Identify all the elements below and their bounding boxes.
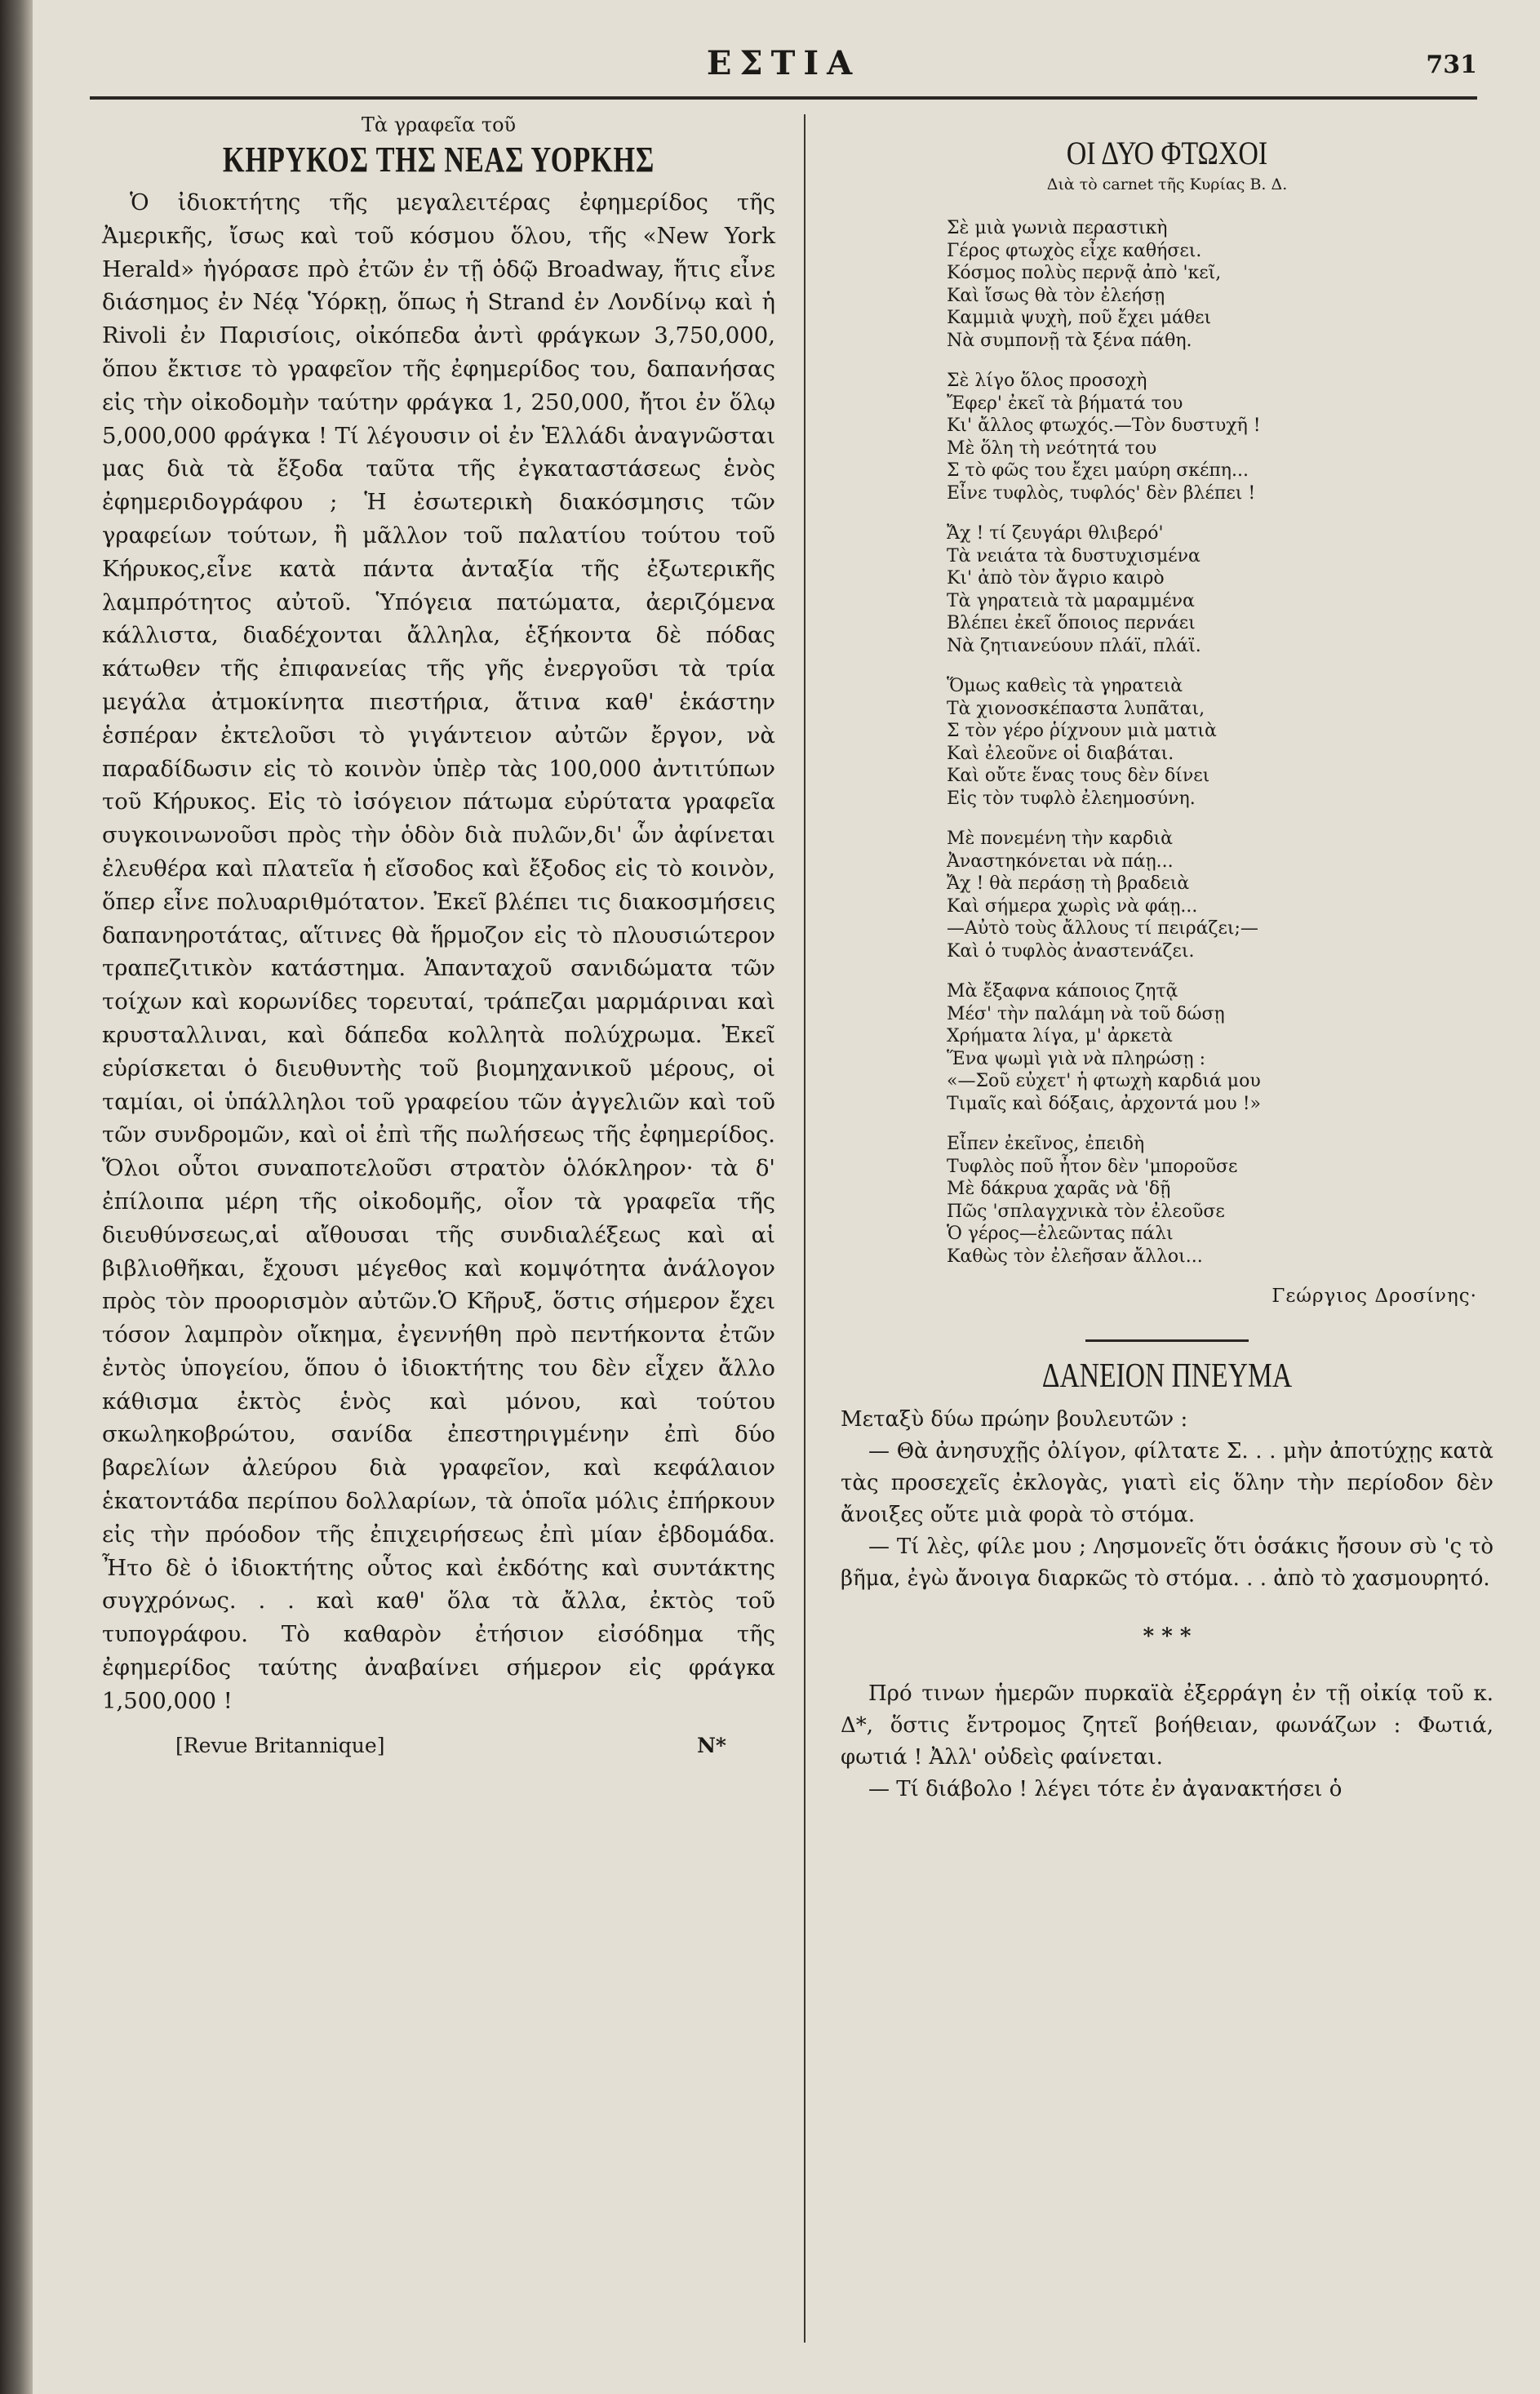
page-header [90, 39, 1477, 88]
article-signoff [102, 1730, 775, 1762]
page-number: 731 [1426, 51, 1477, 79]
poem-line: Νὰ συμπονῇ τὰ ξένα πάθη. [947, 330, 1192, 351]
anecdote-paragraph: — Τί διάβολο ! λέγει τότε ἐν ἀγανακτήσει ὁ [868, 1777, 1343, 1801]
poem-line: Βλέπει ἐκεῖ ὅποιος περνάει [947, 613, 1196, 633]
poem-subtitle: Διὰ τὸ carnet τῆς Κυρίας Β. Δ. [1046, 175, 1288, 193]
poem-line: Ἔφερ' ἐκεῖ τὰ βήματά του [947, 393, 1183, 414]
poem-line: —Αὐτὸ τοὺς ἄλλους τί πειράζει;— [947, 918, 1258, 939]
poem-stanza [947, 1133, 1493, 1268]
right-column [841, 113, 1493, 1805]
poem-line: Κόσμος πολὺς περνᾷ ἀπὸ 'κεῖ, [947, 263, 1222, 283]
poem-line: Καὶ σήμερα χωρὶς νὰ φάῃ... [947, 895, 1198, 917]
poem-line: Ἄχ ! τί ζευγάρι θλιβερό' [947, 523, 1164, 544]
poem-line: Μὲ πονεμένη τὴν καρδιὰ [947, 828, 1174, 849]
column-divider [804, 114, 806, 2343]
poem-stanza [947, 217, 1493, 352]
poem-line: Εἶνε τυφλὸς, τυφλός' δὲν βλέπει ! [947, 482, 1256, 504]
poem-line: Μὲ ὅλη τὴ νεότητά του [947, 437, 1157, 459]
poem-line: Καθὼς τὸν ἐλεῆσαν ἄλλοι... [947, 1246, 1203, 1267]
article-kicker: Τὰ γραφεῖα τοῦ [361, 113, 517, 136]
poem-line: Μὲ δάκρυα χαρᾶς νὰ 'δῇ [947, 1179, 1171, 1199]
article-body-paragraph: Ὁ ἰδιοκτήτης τῆς μεγαλειτέρας ἐφημερίδος τῆς Ἀμερικῆς, ἴσως καὶ τοῦ κόσμου ὅλου, τῆς «New York Herald» ἠγόρασε πρὸ ἐτῶν ἐν τῇ ὁδῷ Broadway, ἥτις εἶνε διάσημος ἐν Νέᾳ Ὑόρκῃ, ὅπως ἡ Strand ἐν Λονδίνῳ καὶ ἡ Rivoli ἐν Παρισίοις, οἰκόπεδα ἀντὶ φράγκων 3,750,000, ὅπου ἔκτισε τὸ γραφεῖον τῆς ἐφημερίδος του, δαπανήσας εἰς τὴν οἰκοδομὴν ταύτην φράγκα 1, 250,000, ἤτοι ἐν ὅλῳ 5,000,000 φράγκα ! Τί λέγουσιν οἱ ἐν Ἑλλάδι ἀναγνῶσται μας διὰ τὰ ἔξοδα ταῦτα τῆς ἐγκαταστάσεως ἑνὸς ἐφημεριδογράφου ; Ἡ ἐσωτερικὴ διακόσμησις τῶν γραφείων τούτων, ἢ μᾶλλον τοῦ παλατίου τούτου τοῦ Κήρυκος,εἶνε κατὰ πάντα ἀνταξία τῆς ἐξωτερικῆς λαμπρότητος αὐτοῦ. Ὑπόγεια πατώματα, ἀεριζόμενα κάλλιστα, διαδέχονται ἄλληλα, ἑξήκοντα δὲ πόδας κάτωθεν τῆς ἐπιφανείας τῆς γῆς ἐνεργοῦσι τὰ τρία μεγάλα ἀτμοκίνητα πιεστήρια, ἅτινα καθ' ἑκάστην ἑσπέραν ἐκτελοῦσι τὸ γιγάντειον αὐτῶν ἔργον, νὰ παραδίδωσιν εἰς τὸ κοινὸν ὑπὲρ τὰς 100,000 ἀντιτύπων τοῦ Κήρυκος. Εἰς τὸ ἰσόγειον πάτωμα εὐρύτατα γραφεῖα συγκοινωνοῦσι πρὸς τὴν ὁδὸν διὰ πυλῶν,δι' ὧν ἀφίνεται ἐλευθέρα καὶ πλατεῖα ἡ εἴσοδος καὶ ἔξοδος εἰς τὸ κοινὸν, ὅπερ εἶνε πολυαριθμότατον. Ἐκεῖ βλέπει τις διακοσμήσεις δαπανηροτάτας, αἵτινες θὰ ἥρμοζον εἰς τὸ πλουσιώτερον τραπεζιτικὸν κατάστημα. Ἁπανταχοῦ σανιδώματα τῶν τοίχων καὶ κορωνίδες τορευταί, τράπεζαι μαρμάριναι καὶ κρυσταλλιναι, καὶ δάπεδα κολλητὰ πολύχρωμα. Ἐκεῖ εὑρίσκεται ὁ διευθυντὴς τοῦ βιομηχανικοῦ μέρους, οἱ ταμίαι, οἱ ὑπάλληλοι τοῦ γραφείου τῶν ἀγγελιῶν καὶ τοῦ τῶν συνδρομῶν, καὶ οἱ ἐπὶ τῆς πωλήσεως τῆς ἐφημερίδος. Ὅλοι οὗτοι συναποτελοῦσι στρατὸν ὁλόκληρον· τὰ δ' ἐπίλοιπα μέρη τῆς οἰκοδομῆς, οἷον τὰ γραφεῖα τῆς διευθύνσεως,αἱ αἴθουσαι τῆς συνδιαλέξεως καὶ αἱ βιβλιοθῆκαι, ἔχουσι μέγεθος καὶ κομψότητα ἀνάλογον πρὸς τὸν προορισμὸν αὐτῶν.Ὁ Κῆρυξ, ὅστις σήμερον ἔχει τόσον λαμπρὸν οἴκημα, ἐγεννήθη πρὸ πεντήκοντα ἐτῶν ἐντὸς ὑπογείου, ὅπου ὁ ἰδιοκτήτης του δὲν εἶχεν ἄλλο κάθισμα ἐκτὸς ἑνὸς καὶ μόνου, καὶ τούτου σκωληκοβρώτου, σανίδα ἐπεστηριγμένην ἐπὶ δύο βαρελίων ἀλεύρου διὰ γραφεῖον, καὶ κεφάλαιον ἑκατοντάδα περίπου δολλαρίων, τὰ ὁποῖα μόλις ἐπήρκουν εἰς τὴν πρόοδον τῆς ἐπιχειρήσεως ἐπὶ μίαν ἑβδομάδα. Ἦτο δὲ ὁ ἰδιοκτήτης οὗτος καὶ ἐκδότης καὶ συντάκτης συγχρόνως. . . καὶ καθ' ὅλα τὰ ἄλλα, ἐκτὸς τοῦ τυπογράφου. Τὸ καθαρὸν ἐτήσιον εἰσόδημα τῆς ἐφημερίδος ταύτης ἀναβαίνει σήμερον εἰς φράγκα 1,500,000 ! [102, 189, 775, 1714]
masthead-title: ΕΣΤΙΑ [706, 44, 861, 82]
poem-author: Γεώργιος Δροσίνης· [1271, 1286, 1477, 1307]
poem-line: Κι' ἀπὸ τὸν ἄγριο καιρὸ [947, 568, 1165, 589]
section-rule [1085, 1339, 1249, 1342]
poem-line: Μέσ' τὴν παλάμη νὰ τοῦ δώσῃ [947, 1003, 1225, 1024]
left-column [102, 113, 775, 1762]
poem-line: Τυφλὸς ποῦ ἦτον δὲν 'μποροῦσε [947, 1156, 1238, 1177]
poem-stanzas [841, 217, 1493, 1268]
poem-line: Τὰ γηρατειὰ τὰ μαραμμένα [947, 590, 1195, 611]
poem-line: Ὅμως καθεὶς τὰ γηρατειὰ [947, 676, 1183, 696]
poem-stanza [947, 370, 1493, 504]
anecdote-paragraph: Πρό τινων ἡμερῶν πυρκαϊὰ ἐξερράγη ἐν τῇ οἰκίᾳ τοῦ κ. Δ*, ὅστις ἔντρομος ζητεῖ βοήθειαν, φωνάζων : Φωτιά, φωτιά ! Ἀλλ' οὐδεὶς φαίνεται. [841, 1681, 1493, 1770]
article-title-daneion: ΔΑΝΕΙΟΝ ΠΝΕΥΜΑ [1041, 1357, 1293, 1395]
poem-line: Ὁ γέρος—ἐλεῶντας πάλι [947, 1224, 1174, 1244]
poem-line: «—Σοῦ εὐχετ' ἡ φτωχὴ καρδιά μου [947, 1071, 1261, 1091]
poem-line: Χρήματα λίγα, μ' ἀρκετὰ [947, 1026, 1173, 1046]
second-anecdote-text [841, 1678, 1493, 1805]
poem-line: Καὶ ἐλεοῦνε οἱ διαβάται. [947, 743, 1174, 764]
article-headline: ΚΗΡΥΚΟΣ ΤΗΣ ΝΕΑΣ ΥΟΡΚΗΣ [222, 140, 655, 180]
poem-line: Εἶπεν ἐκεῖνος, ἐπειδὴ [947, 1134, 1145, 1154]
poem-stanza [947, 522, 1493, 657]
poem-line: Κι' ἄλλος φτωχός.—Τὸν δυστυχῆ ! [947, 415, 1261, 436]
poem-stanza [947, 675, 1493, 810]
poem-line: Εἰς τὸν τυφλὸ ἐλεημοσύνη. [947, 788, 1196, 809]
anecdote-paragraph: Μεταξὺ δύω πρώην βουλευτῶν : [841, 1407, 1188, 1432]
poem-line: Νὰ ζητιανεύουν πλάϊ, πλάϊ. [947, 635, 1201, 656]
poem-title: ΟΙ ΔΥΟ ΦΤΩΧΟΙ [1066, 135, 1268, 171]
poem-line: Ἀναστηκόνεται νὰ πάῃ... [947, 851, 1174, 872]
poem-line: Μὰ ἔξαφνα κάποιος ζητᾷ [947, 981, 1178, 1002]
anecdote-paragraph: — Θὰ ἀνησυχῇς ὀλίγον, φίλτατε Σ. . . μὴν ἀποτύχῃς κατὰ τὰς προσεχεῖς ἐκλογὰς, γιατὶ εἰς ὅλην τὴν περίοδον δὲν ἄνοιξες οὔτε μιὰ φορὰ τὸ στόμα. [841, 1439, 1493, 1527]
poem-line: Τὰ νειάτα τὰ δυστυχισμένα [947, 545, 1200, 566]
poem-line: Καμμιὰ ψυχὴ, ποῦ ἔχει μάθει [947, 308, 1212, 328]
poem-line: Καὶ οὔτε ἕνας τους δὲν δίνει [947, 766, 1210, 786]
poem-stanza [947, 980, 1493, 1115]
anecdote-paragraph: — Τί λὲς, φίλε μου ; Λησμονεῖς ὅτι ὁσάκις ἤσουν σὺ 'ς τὸ βῆμα, ἐγὼ ἄνοιγα διαρκῶς τὸ στόμα. . . ἀπὸ τὸ χασμουρητό. [841, 1535, 1493, 1591]
poem-line: Τιμαῖς καὶ δόξαις, ἀρχοντά μου !» [947, 1093, 1261, 1114]
article-author-initial: Ν* [697, 1733, 726, 1757]
poem-line: Καὶ ἴσως θὰ τὸν ἐλεήσῃ [947, 285, 1165, 306]
poem-line: Καὶ ὁ τυφλὸς ἀναστενάζει. [947, 940, 1195, 962]
header-rule [90, 96, 1477, 100]
poem-line: Σ τὸν γέρο ῥίχνουν μιὰ ματιὰ [947, 721, 1217, 741]
book-spine-shadow [0, 0, 33, 2394]
poem-line: Ἄχ ! θὰ περάσῃ τὴ βραδειὰ [947, 873, 1190, 894]
section-separator-stars [841, 1624, 1493, 1649]
poem-line: Τὰ χιονοσκέπαστα λυπᾶται, [947, 698, 1205, 719]
poem-line: Γέρος φτωχὸς εἶχε καθήσει. [947, 240, 1202, 261]
poem-line: Σὲ λίγο ὅλος προσοχὴ [947, 371, 1147, 391]
poem-line: Σὲ μιὰ γωνιὰ περαστικὴ [947, 218, 1168, 238]
poem-line: Σ τὸ φῶς του ἔχει μαύρη σκέπη... [947, 460, 1249, 481]
article-source: [Revue Britannique] [175, 1733, 385, 1757]
anecdote-text [841, 1404, 1493, 1595]
poem-line: Ἕνα ψωμὶ γιὰ νὰ πληρώσῃ : [947, 1048, 1206, 1069]
poem-stanza [947, 828, 1493, 962]
poem-line: Πῶς 'σπλαγχνικὰ τὸν ἐλεοῦσε [947, 1201, 1225, 1222]
separator-stars-text: * * * [1143, 1624, 1192, 1649]
